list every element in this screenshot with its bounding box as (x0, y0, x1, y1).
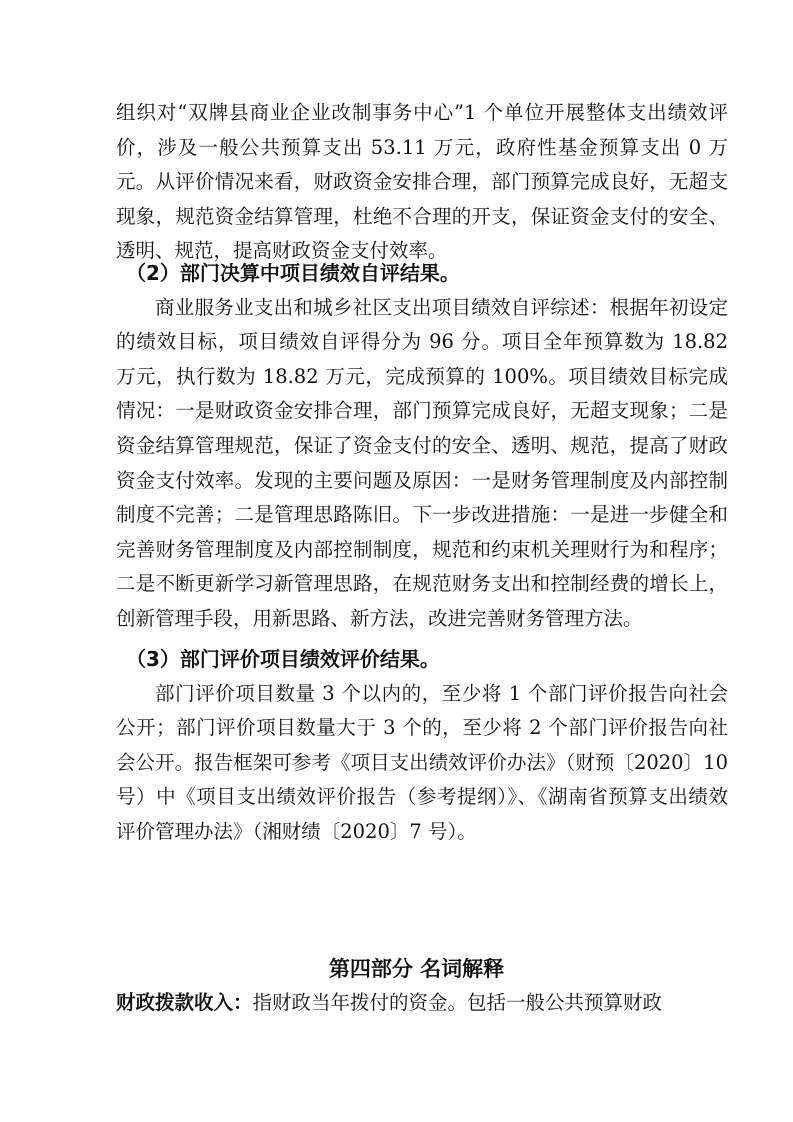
term-definition (116, 986, 728, 1021)
section-body: 部门评价项目数量 3 个以内的，至少将 1 个部门评价报告向社会公开；部门评价项目数量大于 3 个的，至少将 2 个部门评价报告向社会公开。报告框架可参考《项目支出绩效评价办法》（财预〔2020〕10 号）中《项目支出绩效评价报告（参考提纲）》、《湖南省预算支出绩效评价管理办法》（湘财绩〔2020〕7 号）。 (116, 681, 728, 843)
section-department-evaluation (116, 642, 728, 850)
section-heading: （3）部门评价项目绩效评价结果。 (126, 647, 440, 671)
section-project-self-evaluation (116, 256, 728, 637)
section-body: 商业服务业支出和城乡社区支出项目绩效自评综述：根据年初设定的绩效目标，项目绩效自评得分为 96 分。项目全年预算数为 18.82 万元，执行数为 18.82 万元，完成预算的 100%。项目绩效目标完成情况：一是财政资金安排合理，部门预算完成良好，无超支现象；二是资金结算管理规范，保证了资金支付的安全、透明、规范，提高了财政资金支付效率。发现的主要问题及原因：一是财务管理制度及内部控制制度不完善；二是管理思路陈旧。下一步改进措施：一是进一步健全和完善财务管理制度及内部控制制度，规范和约束机关理财行为和程序；二是不断更新学习新管理思路，在规范财务支出和控制经费的增长上，创新管理手段，用新思路、新方法，改进完善财务管理方法。 (116, 295, 728, 630)
intro-paragraph: 组织对“双牌县商业企业改制事务中心”1 个单位开展整体支出绩效评价，涉及一般公共预算支出 53.11 万元，政府性基金预算支出 0 万元。从评价情况来看，财政资金安排合理，部门预算完成良好，无超支现象，规范资金结算管理，杜绝不合理的开支，保证资金支付的安全、透明、规范，提高财政资金支付效率。 (116, 101, 728, 263)
part-title: 第四部分 名词解释 (328, 957, 505, 981)
intro-block (116, 96, 728, 263)
term-name: 财政拨款收入： (116, 991, 253, 1014)
section-heading: （2）部门决算中项目绩效自评结果。 (126, 261, 460, 285)
term-description: 指财政当年拨付的资金。包括一般公共预算财政 (252, 991, 663, 1014)
